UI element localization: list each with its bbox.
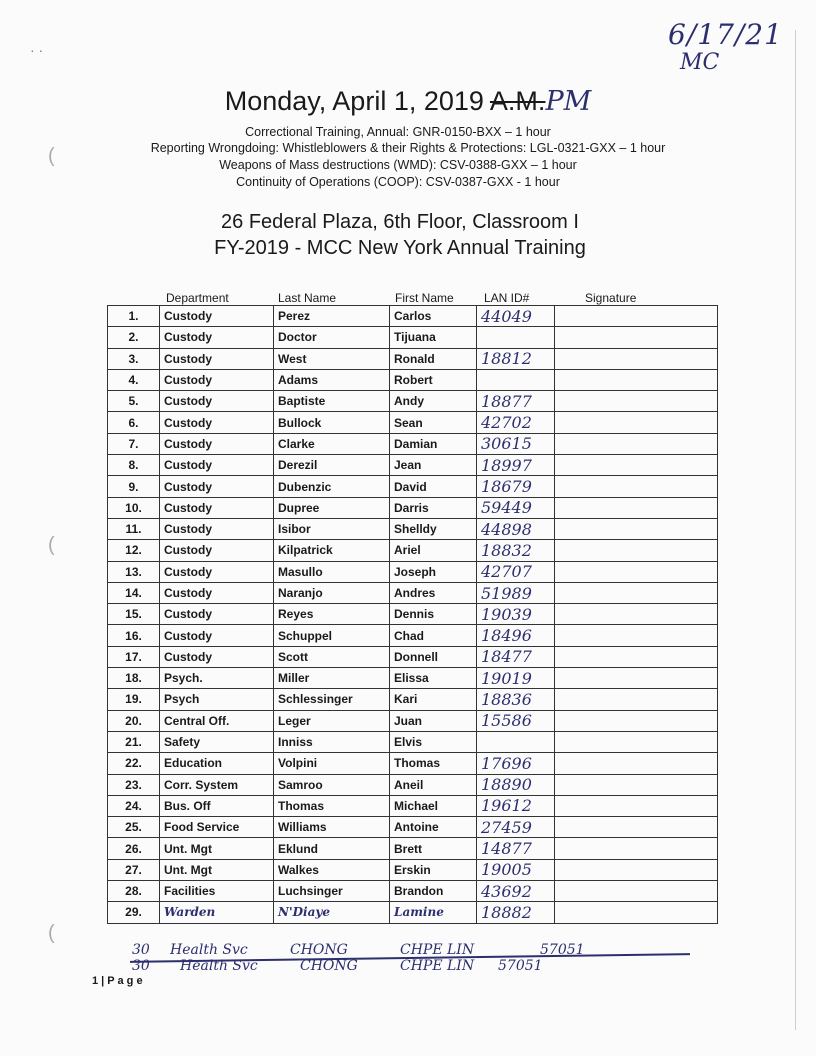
cell-department: Custody (160, 625, 274, 646)
table-row (108, 497, 718, 518)
cell-lan-id: 19039 (477, 604, 555, 625)
table-row (108, 774, 718, 795)
cell-first-name: Lamine (390, 902, 477, 923)
row-number: 18. (108, 668, 160, 689)
cell-signature (555, 859, 718, 880)
row-number: 21. (108, 731, 160, 752)
col-header-department: Department (166, 291, 229, 305)
cell-first-name: Chad (390, 625, 477, 646)
table-row (108, 817, 718, 838)
cell-last-name: Isibor (274, 518, 390, 539)
extra-num: 30 (132, 958, 150, 974)
row-number: 12. (108, 540, 160, 561)
cell-department: Custody (160, 518, 274, 539)
course-line: Continuity of Operations (COOP): CSV-0387-GXX - 1 hour (236, 175, 560, 189)
cell-last-name: Volpini (274, 753, 390, 774)
cell-lan-id: 18832 (477, 540, 555, 561)
cell-first-name: Elissa (390, 668, 477, 689)
table-row (108, 604, 718, 625)
cell-department: Corr. System (160, 774, 274, 795)
cell-last-name: Perez (274, 306, 390, 327)
table-row (108, 306, 718, 327)
col-header-last-name: Last Name (278, 291, 337, 305)
cell-last-name: Thomas (274, 795, 390, 816)
cell-last-name: Schuppel (274, 625, 390, 646)
cell-signature (555, 497, 718, 518)
page-footer: 1 | P a g e (92, 975, 143, 987)
cell-first-name: Sean (390, 412, 477, 433)
event-name: FY-2019 - MCC New York Annual Training (214, 237, 586, 259)
cell-lan-id: 18477 (477, 646, 555, 667)
cell-department: Custody (160, 497, 274, 518)
row-number: 27. (108, 859, 160, 880)
cell-first-name: Juan (390, 710, 477, 731)
cell-lan-id: 18997 (477, 455, 555, 476)
cell-last-name: Miller (274, 668, 390, 689)
cell-department: Custody (160, 306, 274, 327)
cell-lan-id: 18890 (477, 774, 555, 795)
cell-last-name: Williams (274, 817, 390, 838)
course-line: Weapons of Mass destructions (WMD): CSV-0388-GXX – 1 hour (219, 158, 577, 172)
cell-first-name: Darris (390, 497, 477, 518)
cell-department: Facilities (160, 881, 274, 902)
cell-last-name: Doctor (274, 327, 390, 348)
cell-signature (555, 433, 718, 454)
extra-first: CHPE LIN (400, 958, 475, 974)
cell-signature (555, 369, 718, 390)
extra-dept: Health Svc (180, 958, 258, 974)
cell-lan-id: 44049 (477, 306, 555, 327)
table-row (108, 646, 718, 667)
table-row (108, 731, 718, 752)
cell-department: Custody (160, 476, 274, 497)
cell-first-name: David (390, 476, 477, 497)
cell-first-name: Elvis (390, 731, 477, 752)
handwritten-date: 6/17/21 (668, 18, 783, 51)
cell-lan-id: 18882 (477, 902, 555, 923)
cell-signature (555, 881, 718, 902)
cell-lan-id: 51989 (477, 582, 555, 603)
struck-last: CHONG (290, 942, 348, 958)
table-row (108, 859, 718, 880)
margin-mark: ( (48, 922, 55, 944)
cell-department: Custody (160, 540, 274, 561)
roster-table (107, 305, 718, 924)
table-row (108, 689, 718, 710)
cell-first-name: Brandon (390, 881, 477, 902)
row-number: 9. (108, 476, 160, 497)
row-number: 11. (108, 518, 160, 539)
cell-signature (555, 668, 718, 689)
extra-last: CHONG (300, 958, 358, 974)
table-row (108, 795, 718, 816)
cell-signature (555, 412, 718, 433)
table-row (108, 476, 718, 497)
cell-signature (555, 348, 718, 369)
table-row (108, 348, 718, 369)
cell-lan-id: 30615 (477, 433, 555, 454)
cell-department: Unt. Mgt (160, 838, 274, 859)
table-row (108, 582, 718, 603)
row-number: 3. (108, 348, 160, 369)
title-date: Monday, April 1, 2019 (224, 86, 484, 116)
cell-department: Central Off. (160, 710, 274, 731)
table-row (108, 881, 718, 902)
struck-lan: 57051 (540, 942, 585, 958)
row-number: 20. (108, 710, 160, 731)
cell-signature (555, 774, 718, 795)
cell-last-name: Masullo (274, 561, 390, 582)
cell-lan-id: 17696 (477, 753, 555, 774)
cell-first-name: Donnell (390, 646, 477, 667)
cell-first-name: Andy (390, 391, 477, 412)
table-row (108, 369, 718, 390)
cell-lan-id: 43692 (477, 881, 555, 902)
cell-last-name: Kilpatrick (274, 540, 390, 561)
row-number: 23. (108, 774, 160, 795)
cell-lan-id: 18496 (477, 625, 555, 646)
cell-lan-id: 18877 (477, 391, 555, 412)
cell-lan-id (477, 731, 555, 752)
cell-first-name: Shelldy (390, 518, 477, 539)
cell-signature (555, 710, 718, 731)
cell-lan-id: 19005 (477, 859, 555, 880)
cell-signature (555, 646, 718, 667)
handwritten-entry (110, 958, 750, 984)
cell-first-name: Andres (390, 582, 477, 603)
cell-lan-id: 19612 (477, 795, 555, 816)
title-struck-ampm: A.M. (489, 86, 546, 116)
table-row (108, 455, 718, 476)
margin-mark: ( (48, 534, 55, 556)
row-number: 15. (108, 604, 160, 625)
row-number: 25. (108, 817, 160, 838)
row-number: 24. (108, 795, 160, 816)
cell-department: Custody (160, 348, 274, 369)
cell-last-name: N'Diaye (274, 902, 390, 923)
cell-first-name: Ariel (390, 540, 477, 561)
row-number: 14. (108, 582, 160, 603)
cell-first-name: Michael (390, 795, 477, 816)
cell-signature (555, 582, 718, 603)
cell-last-name: Reyes (274, 604, 390, 625)
table-row (108, 625, 718, 646)
cell-lan-id: 15586 (477, 710, 555, 731)
table-row (108, 838, 718, 859)
cell-lan-id: 18812 (477, 348, 555, 369)
cell-signature (555, 625, 718, 646)
cell-department: Bus. Off (160, 795, 274, 816)
row-number: 26. (108, 838, 160, 859)
cell-first-name: Robert (390, 369, 477, 390)
table-row (108, 668, 718, 689)
cell-last-name: Adams (274, 369, 390, 390)
cell-department: Psych. (160, 668, 274, 689)
row-number: 28. (108, 881, 160, 902)
table-row (108, 412, 718, 433)
cell-lan-id: 18679 (477, 476, 555, 497)
cell-first-name: Kari (390, 689, 477, 710)
row-number: 22. (108, 753, 160, 774)
table-row (108, 433, 718, 454)
course-line: Correctional Training, Annual: GNR-0150-BXX – 1 hour (245, 125, 551, 139)
row-number: 16. (108, 625, 160, 646)
cell-department: Psych (160, 689, 274, 710)
title-handwritten-pm: PM (545, 86, 592, 117)
cell-last-name: Baptiste (274, 391, 390, 412)
struck-first: CHPE LIN (400, 942, 475, 958)
cell-signature (555, 902, 718, 923)
cell-department: Custody (160, 369, 274, 390)
row-number: 6. (108, 412, 160, 433)
cell-first-name: Aneil (390, 774, 477, 795)
extra-lan: 57051 (498, 958, 543, 974)
table-row (108, 561, 718, 582)
row-number: 29. (108, 902, 160, 923)
row-number: 17. (108, 646, 160, 667)
cell-signature (555, 604, 718, 625)
struck-num: 30 (132, 942, 150, 958)
row-number: 5. (108, 391, 160, 412)
cell-department: Custody (160, 604, 274, 625)
cell-department: Custody (160, 455, 274, 476)
cell-signature (555, 306, 718, 327)
cell-last-name: Eklund (274, 838, 390, 859)
cell-department: Custody (160, 582, 274, 603)
page-title (0, 86, 816, 117)
cell-department: Education (160, 753, 274, 774)
cell-first-name: Carlos (390, 306, 477, 327)
table-row (108, 391, 718, 412)
cell-first-name: Brett (390, 838, 477, 859)
cell-signature (555, 540, 718, 561)
roster-body (108, 306, 718, 924)
course-line: Reporting Wrongdoing: Whistleblowers & their Rights & Protections: LGL-0321-GXX – 1 hour (150, 141, 666, 155)
row-number: 1. (108, 306, 160, 327)
cell-first-name: Antoine (390, 817, 477, 838)
cell-last-name: Bullock (274, 412, 390, 433)
cell-first-name: Jean (390, 455, 477, 476)
cell-department: Custody (160, 391, 274, 412)
cell-last-name: Schlessinger (274, 689, 390, 710)
cell-lan-id: 59449 (477, 497, 555, 518)
cell-last-name: Samroo (274, 774, 390, 795)
row-number: 13. (108, 561, 160, 582)
col-header-lan-id: LAN ID# (484, 291, 530, 305)
cell-signature (555, 391, 718, 412)
cell-lan-id: 14877 (477, 838, 555, 859)
cell-first-name: Joseph (390, 561, 477, 582)
cell-first-name: Damian (390, 433, 477, 454)
table-row (108, 540, 718, 561)
cell-department: Custody (160, 327, 274, 348)
cell-signature (555, 518, 718, 539)
cell-last-name: Inniss (274, 731, 390, 752)
cell-signature (555, 476, 718, 497)
cell-lan-id: 19019 (477, 668, 555, 689)
cell-last-name: Luchsinger (274, 881, 390, 902)
cell-last-name: Dubenzic (274, 476, 390, 497)
scan-speck: · · (30, 42, 44, 58)
row-number: 10. (108, 497, 160, 518)
table-row (108, 518, 718, 539)
cell-department: Unt. Mgt (160, 859, 274, 880)
cell-first-name: Ronald (390, 348, 477, 369)
cell-department: Custody (160, 561, 274, 582)
cell-department: Food Service (160, 817, 274, 838)
cell-last-name: Dupree (274, 497, 390, 518)
cell-signature (555, 689, 718, 710)
cell-department: Warden (160, 902, 274, 923)
row-number: 8. (108, 455, 160, 476)
table-row (108, 902, 718, 923)
row-number: 2. (108, 327, 160, 348)
cell-first-name: Dennis (390, 604, 477, 625)
cell-last-name: Walkes (274, 859, 390, 880)
cell-signature (555, 795, 718, 816)
row-number: 7. (108, 433, 160, 454)
cell-last-name: Derezil (274, 455, 390, 476)
cell-last-name: Naranjo (274, 582, 390, 603)
cell-first-name: Thomas (390, 753, 477, 774)
struck-dept: Health Svc (170, 942, 248, 958)
col-header-first-name: First Name (395, 291, 454, 305)
cell-signature (555, 753, 718, 774)
cell-signature (555, 731, 718, 752)
col-header-signature: Signature (585, 291, 637, 305)
cell-signature (555, 561, 718, 582)
cell-department: Custody (160, 412, 274, 433)
cell-last-name: Clarke (274, 433, 390, 454)
cell-lan-id: 27459 (477, 817, 555, 838)
cell-department: Custody (160, 646, 274, 667)
row-number: 19. (108, 689, 160, 710)
cell-lan-id: 44898 (477, 518, 555, 539)
cell-signature (555, 327, 718, 348)
table-row (108, 753, 718, 774)
cell-department: Safety (160, 731, 274, 752)
table-row (108, 710, 718, 731)
cell-department: Custody (160, 433, 274, 454)
cell-lan-id: 42702 (477, 412, 555, 433)
table-row (108, 327, 718, 348)
cell-signature (555, 455, 718, 476)
cell-signature (555, 817, 718, 838)
cell-lan-id: 18836 (477, 689, 555, 710)
cell-last-name: West (274, 348, 390, 369)
cell-last-name: Leger (274, 710, 390, 731)
cell-lan-id: 42707 (477, 561, 555, 582)
margin-mark: ( (48, 145, 55, 167)
cell-first-name: Tijuana (390, 327, 477, 348)
cell-first-name: Erskin (390, 859, 477, 880)
cell-last-name: Scott (274, 646, 390, 667)
cell-lan-id (477, 327, 555, 348)
location: 26 Federal Plaza, 6th Floor, Classroom I (221, 211, 579, 233)
cell-signature (555, 838, 718, 859)
cell-lan-id (477, 369, 555, 390)
row-number: 4. (108, 369, 160, 390)
handwritten-initials: MC (680, 50, 720, 75)
